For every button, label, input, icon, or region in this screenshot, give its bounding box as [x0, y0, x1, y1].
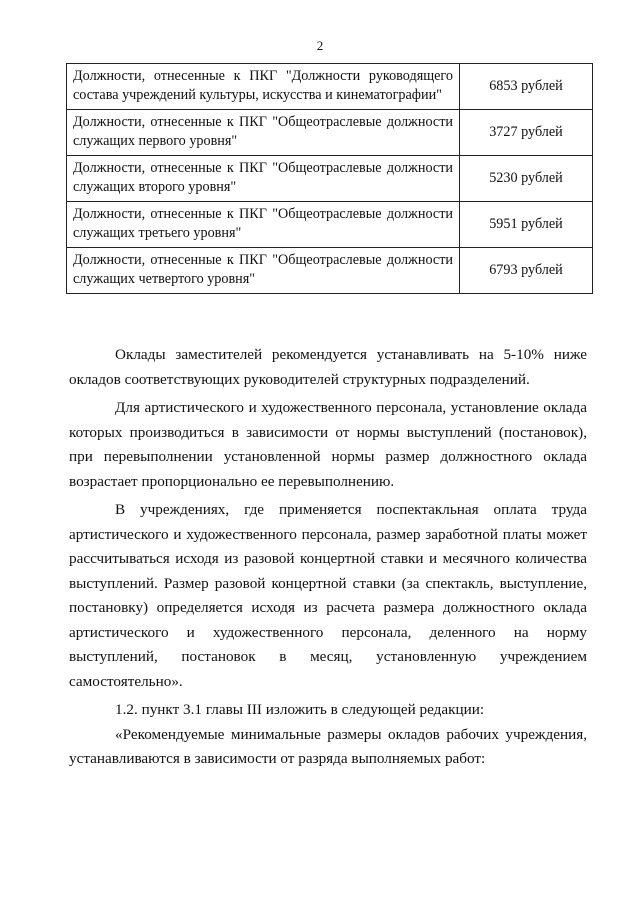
salary-cell: 3727 рублей — [460, 110, 593, 156]
paragraph-amendment-clause: 1.2. пункт 3.1 главы III изложить в следующей редакции: — [115, 701, 485, 718]
page-number: 2 — [316, 38, 324, 53]
position-cell: Должности, отнесенные к ПКГ "Общеотраслевые должности служащих второго уровня" — [67, 156, 460, 202]
table-row — [67, 248, 593, 294]
table-row — [67, 202, 593, 248]
table-row — [67, 64, 593, 110]
salary-cell: 6853 рублей — [460, 64, 593, 110]
position-cell: Должности, отнесенные к ПКГ "Общеотраслевые должности служащих четвертого уровня" — [67, 248, 460, 294]
paragraph-workers-salaries: «Рекомендуемые минимальные размеры окладов рабочих учреждения, устанавливаются в зависимости от разряда выполняемых работ: — [69, 725, 587, 767]
body-text — [69, 343, 587, 772]
salary-cell: 5230 рублей — [460, 156, 593, 202]
position-cell: Должности, отнесенные к ПКГ "Должности руководящего состава учреждений культуры, искусства и кинематографии" — [67, 64, 460, 110]
salary-cell: 6793 рублей — [460, 248, 593, 294]
salary-cell: 5951 рублей — [460, 202, 593, 248]
table-row — [67, 156, 593, 202]
paragraph-per-performance-pay: В учреждениях, где применяется поспектакльная оплата труда артистического и художественного персонала, размер заработной платы может рассчитываться исходя из разовой концертной ставки и месячного количества выступлений. Размер разовой концертной ставки (за спектакль, выступление, постановку) определяется исходя из расчета размера должностного оклада артистического и художественного персонала, деленного на норму выступлений, постановок в месяц, установленную учреждением самостоятельно». — [69, 501, 587, 690]
position-cell: Должности, отнесенные к ПКГ "Общеотраслевые должности служащих третьего уровня" — [67, 202, 460, 248]
position-cell: Должности, отнесенные к ПКГ "Общеотраслевые должности служащих первого уровня" — [67, 110, 460, 156]
paragraph-deputy-salaries: Оклады заместителей рекомендуется устанавливать на 5-10% ниже окладов соответствующих руководителей структурных подразделений. — [69, 346, 587, 388]
table-row — [67, 110, 593, 156]
paragraph-artistic-staff: Для артистического и художественного персонала, установление оклада которых производиться в зависимости от нормы выступлений (постановок), при перевыполнении установленной нормы размер должностного оклада возрастает пропорционально ее перевыполнению. — [69, 399, 587, 490]
salary-table — [66, 63, 593, 294]
